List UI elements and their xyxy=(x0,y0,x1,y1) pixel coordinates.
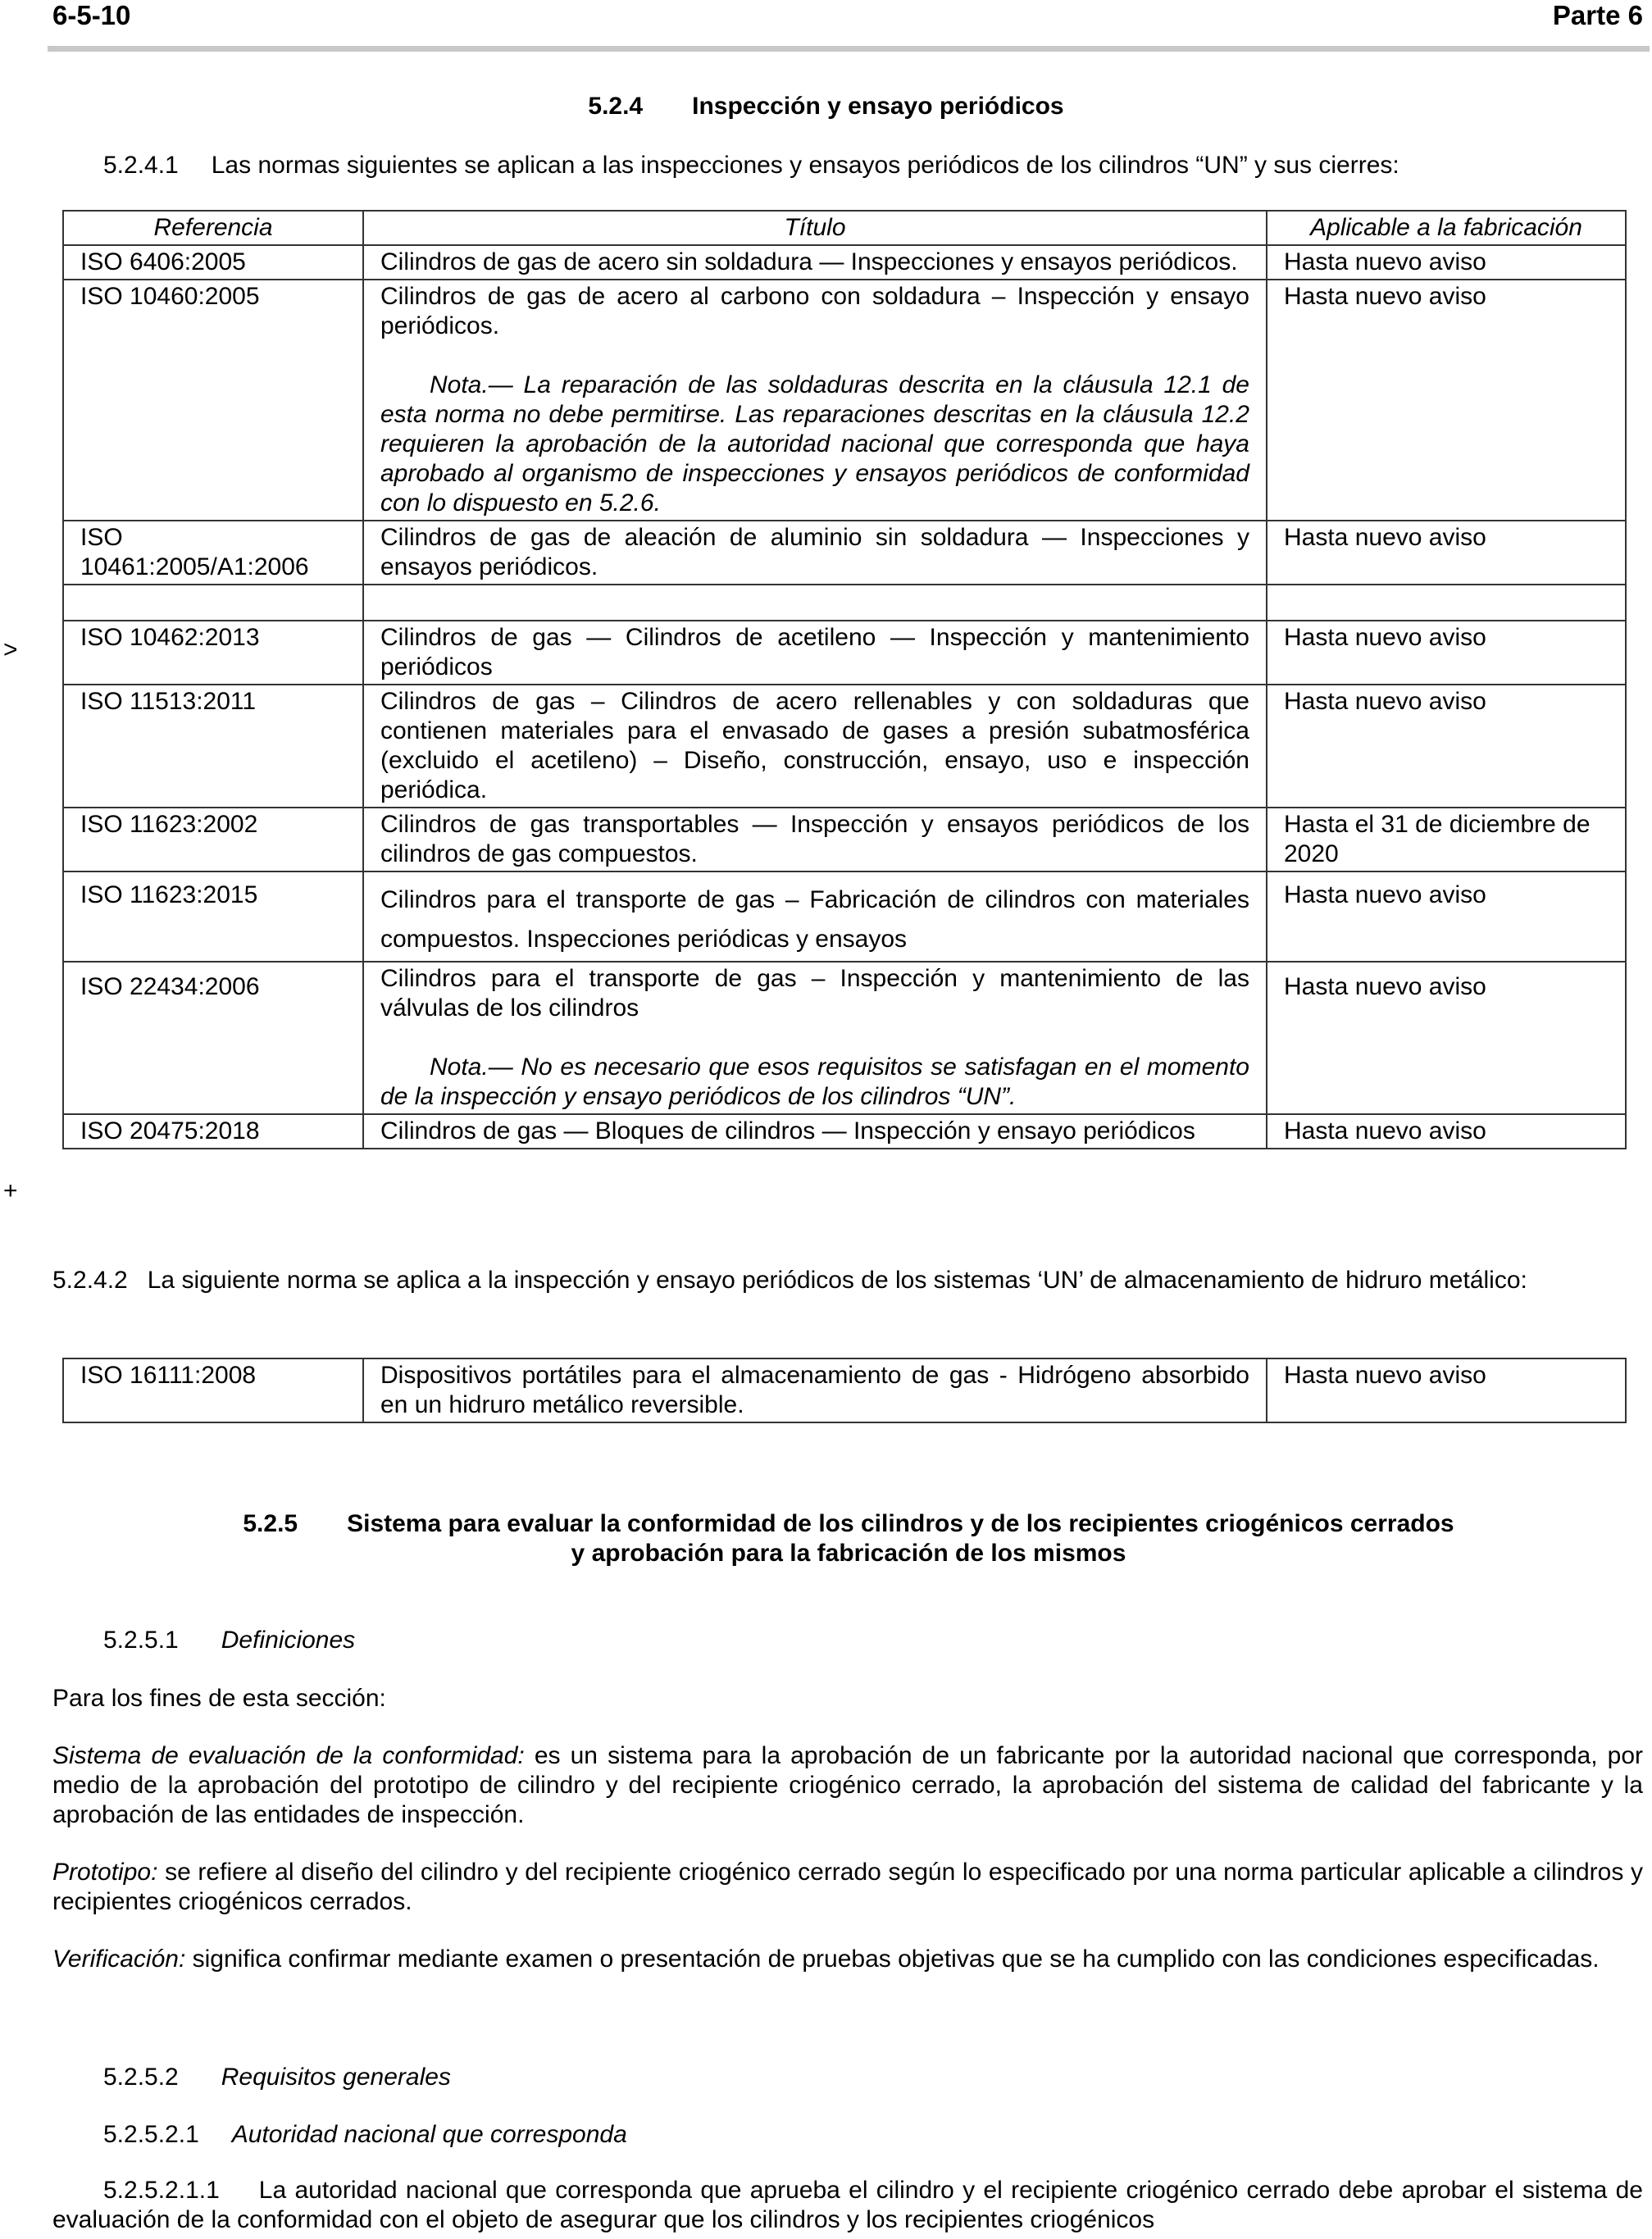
cell-applicable: Hasta nuevo aviso xyxy=(1267,962,1626,1114)
paragraph-5-2-4-1 xyxy=(103,151,1645,180)
para-number: 5.2.5.1 xyxy=(103,1627,179,1654)
cell-reference: ISO 16111:2008 xyxy=(63,1358,363,1422)
table-row xyxy=(63,280,1626,521)
header-title: Título xyxy=(363,211,1267,245)
cell-title: Cilindros de gas — Bloques de cilindros — Inspección y ensayo periódicos xyxy=(363,1114,1267,1149)
definition-conformity-system xyxy=(52,1741,1643,1830)
subsection-title: Requisitos generales xyxy=(221,2064,451,2091)
cell-title: Cilindros de gas — Cilindros de acetileno — Inspección y mantenimiento periódicos xyxy=(363,621,1267,685)
cell-title-text: Cilindros de gas de acero al carbono con soldadura – Inspección y ensayo periódicos. xyxy=(380,283,1249,339)
definition-text: es un sistema para la aprobación de un fabricante por la autoridad nacional que corresponda, por medio de la aprobación del prototipo de cilindro y del recipiente criogénico cerrado, la aprobación del sistema de calidad del fabricante y la aprobación de las entidades de inspección. xyxy=(52,1742,1643,1828)
para-text: La autoridad nacional que corresponda que aprueba el cilindro y el recipiente criogénico cerrado debe aprobar el sistema de evaluación de la conformidad con el objeto de asegurar que los cilindros y los recipientes criogénicos xyxy=(52,2177,1643,2233)
table-row xyxy=(63,1114,1626,1149)
cell-title-text: Cilindros para el transporte de gas – Inspección y mantenimiento de las válvulas de los cilindros xyxy=(380,965,1249,1022)
cell-reference: ISO 22434:2006 xyxy=(63,962,363,1114)
subsection-title: Definiciones xyxy=(221,1627,356,1654)
para-number: 5.2.5.2.1 xyxy=(103,2121,199,2148)
definition-text: significa confirmar mediante examen o presentación de pruebas objetivas que se ha cumplido con las condiciones especificadas. xyxy=(185,1945,1600,1973)
cell-title xyxy=(363,585,1267,621)
cell-applicable: Hasta nuevo aviso xyxy=(1267,621,1626,685)
table-header-row xyxy=(63,211,1626,245)
page-number: 6-5-10 xyxy=(52,0,131,30)
para-number: 5.2.4.1 xyxy=(103,152,179,179)
definition-prototype xyxy=(52,1858,1643,1917)
cell-title: Cilindros de gas de acero sin soldadura — Inspecciones y ensayos periódicos. xyxy=(363,245,1267,280)
subsection-5-2-5-1 xyxy=(103,1626,1087,1655)
definition-term: Verificación: xyxy=(52,1945,186,1973)
cell-title: Cilindros de gas de aleación de aluminio sin soldadura — Inspecciones y ensayos periódicos. xyxy=(363,521,1267,585)
cell-applicable: Hasta nuevo aviso xyxy=(1267,245,1626,280)
paragraph-5-2-4-2 xyxy=(52,1266,1643,1295)
definitions-intro: Para los fines de esta sección: xyxy=(52,1685,386,1712)
cell-title xyxy=(363,280,1267,521)
para-number: 5.2.5.2 xyxy=(103,2064,179,2091)
para-text: La siguiente norma se aplica a la inspección y ensayo periódicos de los sistemas ‘UN’ de almacenamiento de hidruro metálico: xyxy=(147,1267,1527,1294)
table-row xyxy=(63,685,1626,808)
header-reference: Referencia xyxy=(63,211,363,245)
subsection-title: Autoridad nacional que corresponda xyxy=(231,2121,627,2148)
cell-reference: ISO 6406:2005 xyxy=(63,245,363,280)
para-number: 5.2.5.2.1.1 xyxy=(103,2177,220,2204)
cell-note: Nota.— La reparación de las soldaduras descrita en la cláusula 12.1 de esta norma no debe permitirse. Las reparaciones descritas en la cláusula 12.2 requieren la aprobación de la autoridad nacional que corresponda que haya aprobado al organismo de inspecciones y ensayos periódicos de conformidad con lo dispuesto en 5.2.6. xyxy=(380,371,1249,517)
standards-table xyxy=(62,210,1627,1149)
hydride-standards-table xyxy=(62,1358,1627,1423)
table-row xyxy=(63,1358,1626,1422)
cell-reference xyxy=(63,585,363,621)
table-row xyxy=(63,962,1626,1114)
cell-title: Cilindros de gas – Cilindros de acero rellenables y con soldaduras que contienen materiales para el envasado de gases a presión subatmosférica (excluido el acetileno) – Diseño, construcción, ensayo, uso e inspección periódica. xyxy=(363,685,1267,808)
cell-applicable: Hasta nuevo aviso xyxy=(1267,1114,1626,1149)
cell-applicable: Hasta el 31 de diciembre de 2020 xyxy=(1267,808,1626,871)
cell-applicable: Hasta nuevo aviso xyxy=(1267,685,1626,808)
cell-applicable: Hasta nuevo aviso xyxy=(1267,1358,1626,1422)
definition-term: Prototipo: xyxy=(52,1859,158,1886)
section-heading-5-2-4: 5.2.4 Inspección y ensayo periódicos xyxy=(588,93,1064,120)
para-text: Las normas siguientes se aplican a las inspecciones y ensayos periódicos de los cilindros “UN” y sus cierres: xyxy=(211,152,1399,179)
para-number: 5.2.4.2 xyxy=(52,1267,128,1294)
change-mark-greater: > xyxy=(3,636,18,663)
cell-title: Cilindros para el transporte de gas – Fabricación de cilindros con materiales compuestos. Inspecciones periódicas y ensayos xyxy=(363,871,1267,962)
cell-reference: ISO 10460:2005 xyxy=(63,280,363,521)
cell-title: Cilindros de gas transportables — Inspección y ensayos periódicos de los cilindros de gas compuestos. xyxy=(363,808,1267,871)
cell-title: Dispositivos portátiles para el almacenamiento de gas - Hidrógeno absorbido en un hidruro metálico reversible. xyxy=(363,1358,1267,1422)
cell-applicable xyxy=(1267,585,1626,621)
cell-reference: ISO 10461:2005/A1:2006 xyxy=(63,521,363,585)
part-label: Parte 6 xyxy=(1552,0,1643,30)
page-header xyxy=(52,0,1643,46)
table-row xyxy=(63,245,1626,280)
cell-applicable: Hasta nuevo aviso xyxy=(1267,280,1626,521)
cell-reference: ISO 11623:2002 xyxy=(63,808,363,871)
section-heading-5-2-5 xyxy=(0,1509,1652,1568)
cell-applicable: Hasta nuevo aviso xyxy=(1267,521,1626,585)
heading-line-1: 5.2.5 Sistema para evaluar la conformidad de los cilindros y de los recipientes criogénicos cerrados xyxy=(243,1510,1454,1537)
cell-title xyxy=(363,962,1267,1114)
header-applicable: Aplicable a la fabricación xyxy=(1267,211,1626,245)
table-row-empty xyxy=(63,585,1626,621)
cell-reference: ISO 20475:2018 xyxy=(63,1114,363,1149)
header-rule xyxy=(48,46,1650,52)
definition-text: se refiere al diseño del cilindro y del recipiente criogénico cerrado según lo especificado por una norma particular aplicable a cilindros y recipientes criogénicos cerrados. xyxy=(52,1859,1643,1915)
subsection-5-2-5-2-1 xyxy=(103,2120,1087,2150)
change-mark-plus: + xyxy=(3,1177,18,1204)
paragraph-5-2-5-2-1-1 xyxy=(52,2176,1643,2235)
cell-reference: ISO 11513:2011 xyxy=(63,685,363,808)
table-row xyxy=(63,521,1626,585)
cell-applicable: Hasta nuevo aviso xyxy=(1267,871,1626,962)
table-row xyxy=(63,808,1626,871)
definition-term: Sistema de evaluación de la conformidad: xyxy=(52,1742,525,1769)
heading-line-2: y aprobación para la fabricación de los mismos xyxy=(571,1540,1126,1567)
table-row xyxy=(63,621,1626,685)
subsection-5-2-5-2 xyxy=(103,2063,1087,2092)
cell-note: Nota.— No es necesario que esos requisitos se satisfagan en el momento de la inspección y ensayo periódicos de los cilindros “UN”. xyxy=(380,1054,1249,1110)
table-row xyxy=(63,871,1626,962)
definition-verification xyxy=(52,1945,1643,1974)
cell-reference: ISO 11623:2015 xyxy=(63,871,363,962)
cell-reference: ISO 10462:2013 xyxy=(63,621,363,685)
